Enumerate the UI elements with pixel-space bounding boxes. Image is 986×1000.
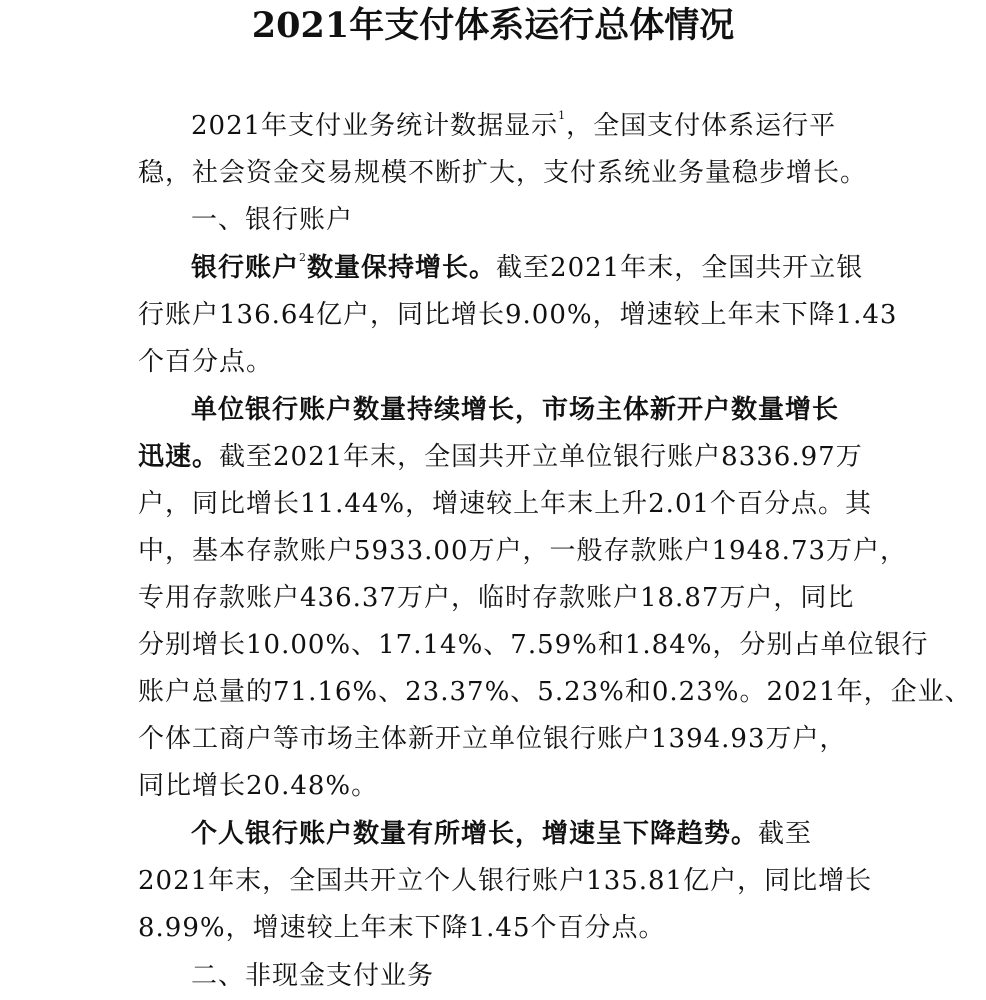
paragraph-1-line-1: [191, 250, 863, 286]
paragraph-2-line-1: 单位银行账户数量持续增长，市场主体新开户数量增长: [191, 395, 840, 425]
paragraph-2-line-7: 账户总量的71.16%、23.37%、5.23%和0.23%。2021年，企业、: [138, 677, 972, 707]
paragraph-1-line-2: 行账户136.64亿户，同比增长9.00%，增速较上年末下降1.43: [138, 300, 898, 330]
paragraph-text: 截至2021年末，全国共开立单位银行账户8336.97万: [219, 442, 863, 472]
paragraph-2-line-8: 个体工商户等市场主体新开立单位银行账户1394.93万户，: [138, 724, 847, 754]
paragraph-text: 截至: [758, 819, 813, 849]
intro-line-1: [191, 108, 836, 144]
paragraph-lead: 数量保持增长。: [307, 253, 497, 283]
paragraph-2-line-5: 专用存款账户436.37万户，临时存款账户18.87万户，同比: [138, 583, 855, 613]
document-title: 2021年支付体系运行总体情况: [251, 5, 735, 46]
section-heading-non-cash-payments: 二、非现金支付业务: [191, 961, 435, 991]
paragraph-1-line-3: 个百分点。: [138, 347, 274, 377]
paragraph-text: 截至2021年末，全国共开立银: [496, 253, 864, 283]
paragraph-2-line-3: 户，同比增长11.44%，增速较上年末上升2.01个百分点。其: [138, 489, 873, 519]
paragraph-3-line-1: [191, 816, 812, 852]
paragraph-3-line-3: 8.99%，增速较上年末下降1.45个百分点。: [138, 913, 666, 943]
intro-line-2: 稳，社会资金交易规模不断扩大，支付系统业务量稳步增长。: [138, 158, 868, 188]
intro-text: ，全国支付体系运行平: [566, 111, 837, 141]
intro-text: 2021年支付业务统计数据显示: [191, 111, 559, 141]
paragraph-2-line-4: 中，基本存款账户5933.00万户，一般存款账户1948.73万户，: [138, 536, 908, 566]
paragraph-3-line-2: 2021年末，全国共开立个人银行账户135.81亿户，同比增长: [138, 866, 873, 896]
paragraph-2-line-9: 同比增长20.48%。: [138, 771, 379, 801]
paragraph-2-line-6: 分别增长10.00%、17.14%、7.59%和1.84%，分别占单位银行: [138, 630, 929, 660]
paragraph-2-line-2: [138, 439, 863, 475]
footnote-marker-2: 2: [299, 251, 308, 264]
footnote-marker-1: 1: [558, 109, 567, 122]
section-heading-bank-accounts: 一、银行账户: [191, 205, 354, 235]
paragraph-lead: 个人银行账户数量有所增长，增速呈下降趋势。: [191, 819, 759, 849]
paragraph-lead: 银行账户: [191, 253, 300, 283]
paragraph-lead: 迅速。: [138, 442, 220, 472]
